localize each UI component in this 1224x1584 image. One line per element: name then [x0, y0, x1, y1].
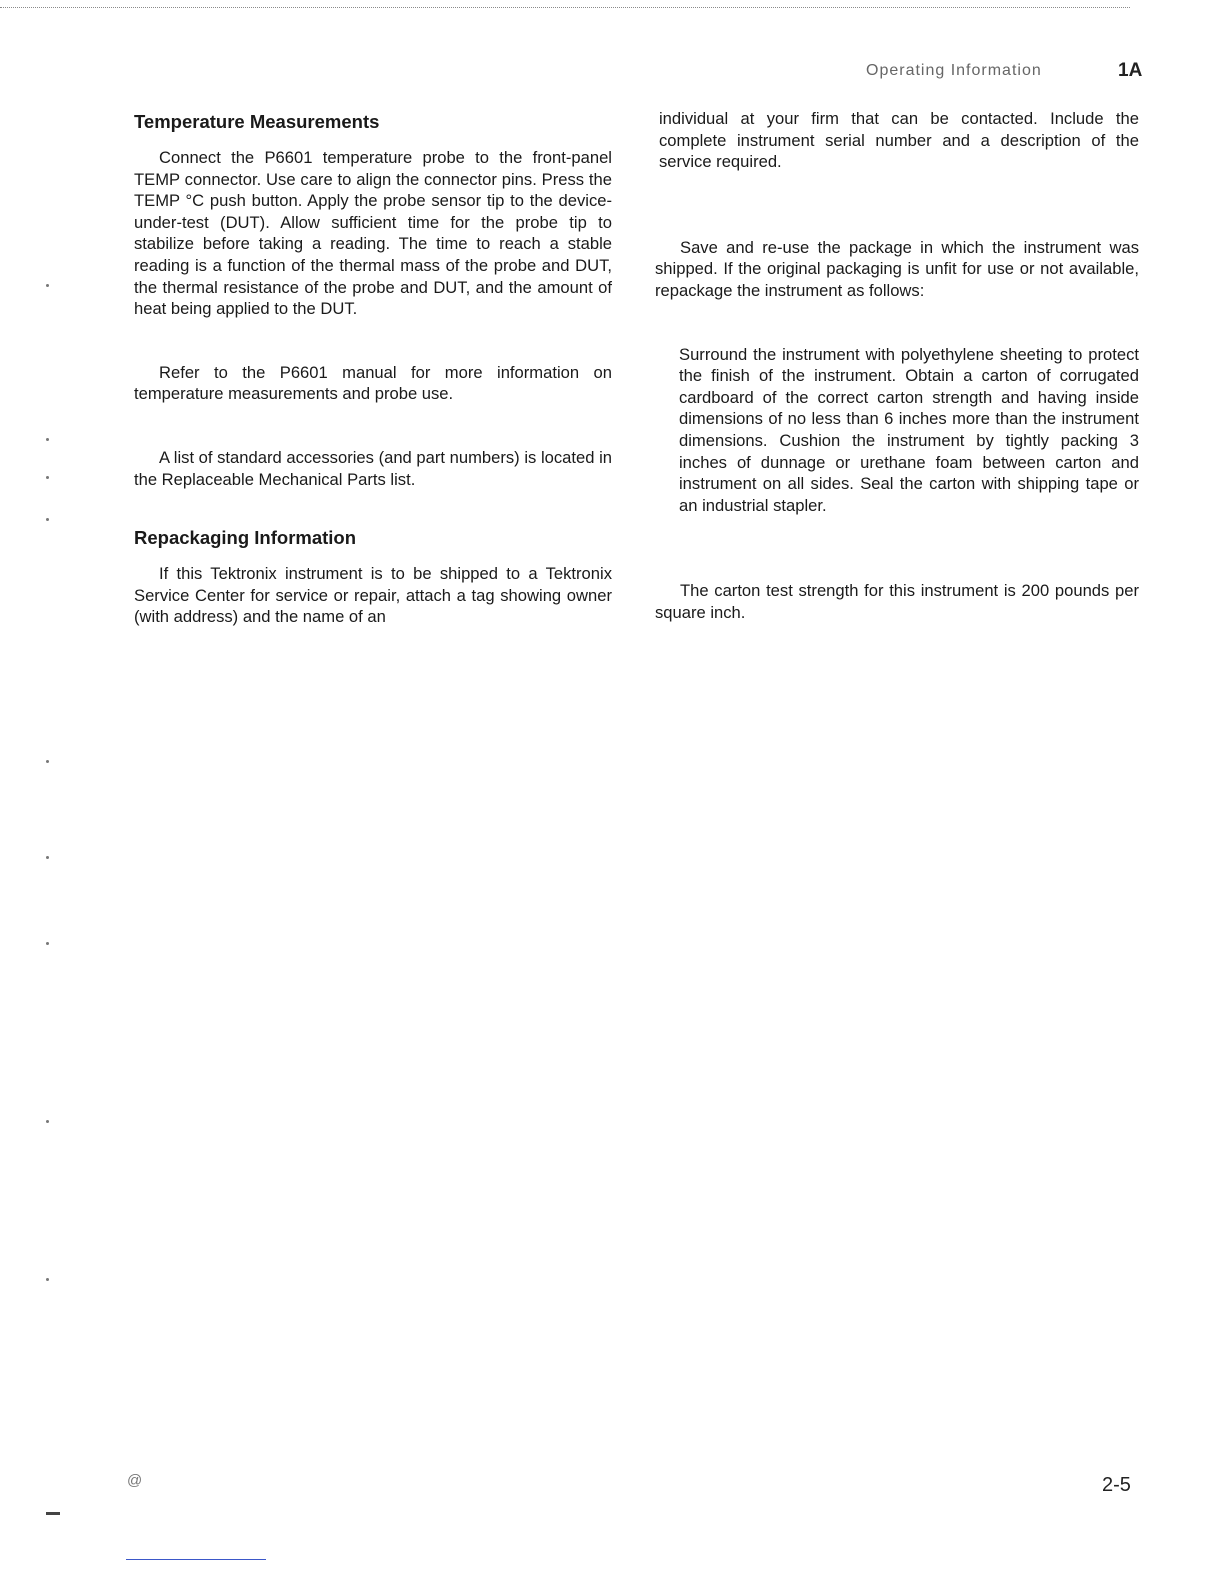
speck [46, 1278, 49, 1281]
running-header-title: Operating Information [866, 62, 1042, 79]
running-header-model: 1A [1118, 60, 1143, 81]
paragraph-repackaging-intro: If this Tektronix instrument is to be shipped to a Tektronix Service Center for service or repair, attach a tag showing owner (with address) and the name of an [134, 564, 612, 627]
paragraph-save-package: Save and re-use the package in which the instrument was shipped. If the original packaging is unfit for use or not available, repackage the instrument as follows: [655, 237, 1139, 300]
scan-artifact-mark [46, 1512, 60, 1515]
left-column [134, 110, 612, 628]
section-heading-repackaging: Repackaging Information [134, 527, 357, 549]
right-column [655, 108, 1139, 624]
scan-artifact-line [0, 7, 1130, 8]
speck [46, 1120, 49, 1123]
speck [46, 518, 49, 521]
speck [46, 856, 49, 859]
speck [46, 438, 49, 441]
section-heading-temperature: Temperature Measurements [134, 111, 380, 132]
speck [46, 476, 49, 479]
speck [46, 942, 49, 945]
paragraph-tag-continuation: individual at your firm that can be contacted. Include the complete instrument serial number and a description of the service required. [659, 109, 1139, 172]
paragraph-repack-procedure: Surround the instrument with polyethylene sheeting to protect the finish of the instrument. Obtain a carton of corrugated cardboard of the correct carton strength and having inside dimensions of no less than 6 inches more than the instrument dimensions. Cushion the instrument by tightly packing 3 inches of dunnage or urethane foam between carton and instrument on all sides. Seal the carton with shipping tape or an industrial stapler. [679, 344, 1139, 515]
speck [46, 284, 49, 287]
speck [46, 760, 49, 763]
paragraph-temperature-procedure: Connect the P6601 temperature probe to the front-panel TEMP connector. Use care to align the connector pins. Press the TEMP °C push button. Apply the probe sensor tip to the device-under-test (DUT). Allow sufficient time for the probe tip to stabilize before taking a reading. The time to reach a stable reading is a function of the thermal mass of the probe and DUT, the thermal resistance of the probe and DUT, and the amount of heat being applied to the DUT. [134, 148, 612, 319]
paragraph-p6601-reference: Refer to the P6601 manual for more information on temperature measurements and probe use. [134, 362, 612, 404]
bottom-rule [126, 1559, 266, 1560]
copyright-symbol: @ [127, 1472, 143, 1489]
page-number: 2-5 [1102, 1474, 1131, 1496]
paragraph-accessories: A list of standard accessories (and part numbers) is located in the Replaceable Mechanical Parts list. [134, 447, 612, 489]
paragraph-carton-strength: The carton test strength for this instrument is 200 pounds per square inch. [655, 581, 1139, 622]
